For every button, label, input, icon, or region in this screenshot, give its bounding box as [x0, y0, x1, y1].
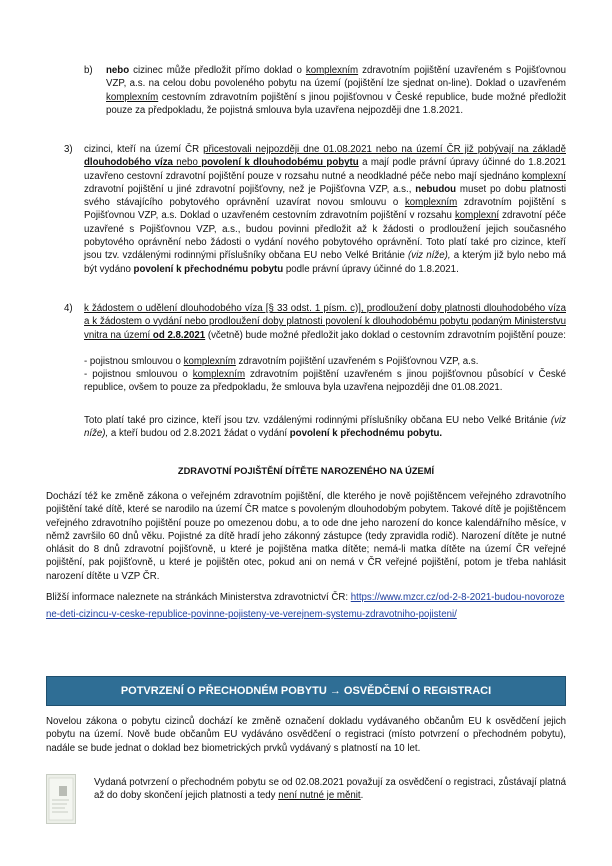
registration-note: Vydaná potvrzení o přechodném pobytu se od 02.08.2021 považují za osvědčení o registraci, zůstávají platná až do doby skončení jejich platnosti a tedy není nutné je měnit. [94, 777, 566, 802]
item-b-emph: nebo [106, 65, 130, 76]
item-3-paragraph: cizinci, kteří na území ČR přicestovali nejpozději dne 01.08.2021 nebo na území ČR již pobývají na základě dlouhodobého víza nebo povolení k dlouhodobému pobytu a mají podle právní úpravy účinné do 1.8.2021 uzavřeno cestovní zdravotní pojištění pouze v rozsahu nutné a neodkladné péče nebo mají sjednáno komplexní zdravotní pojištění u jiné zdravotní pojišťovny, než je Pojišťovna VZP, a.s., nebudou muset po dobu platnosti svého stávajícího pobytového oprávnění uzavírat novou smlouvu o komplexním zdravotním pojištění s Pojišťovnou VZP, a.s. Doklad o uzavřeném cestovním zdravotním pojištění v rozsahu komplexní zdravotní péče uzavřené s Pojišťovnou VZP, a.s., budou povinni předložit až k žádosti o prodloužení jejich současného pobytového oprávnění nebo žádosti o vydání nového pobytového oprávnění. Toto platí také pro cizince, kteří jsou tzv. vzdálenými rodinnými příslušníky občana EU nebo Velké Británie (viz níže), a kterým již bylo nebo má být vydáno povolení k přechodnému pobytu podle právní úpravy účinné do 1.8.2021. [84, 144, 566, 275]
mzcr-link[interactable]: https://www.mzcr.cz/od-2-8-2021-budou-novorozene-deti-cizincu-v-ceske-republice-povinne-pojisteny-ve-verejnem-systemu-zdravotniho-pojisteni/ [46, 592, 565, 620]
item-b-paragraph: nebo cizinec může předložit přímo doklad o komplexním zdravotním pojištění uzavřeném s Pojišťovnou VZP, a.s. na celou dobu povoleného pobytu na území (pojištění lze sjednat on-line). Doklad o uzavřeném komplexním cestovním zdravotním pojištění s jinou pojišťovnou v České republice, bude možné předložit pouze za předpokladu, že pojistná smlouva byla uzavřena nejpozději dne 1.8.2021. [106, 65, 566, 116]
item-4-option-2: - pojistnou smlouvou o komplexním zdravotním pojištění uzavřeném s jinou pojišťovnou působící v České republice, ovšem to pouze za předpokladu, že smlouva byla uzavřena nejpozději dne 01.08.2021. [84, 369, 566, 394]
item-4-paragraph: k žádostem o udělení dlouhodobého víza [§ 33 odst. 1 písm. c)], prodloužení doby platnosti dlouhodobého víza a k žádostem o vydání nebo prodloužení doby platnosti povolení k dlouhodobému pobytu podaným Ministerstvu vnitra na území od 2.8.2021 (včetně) bude možné předložit jako doklad o cestovním zdravotním pojištění pouze: [84, 303, 566, 341]
item-4-option-1: - pojistnou smlouvou o komplexním zdravotním pojištění uzavřeném s Pojišťovnou VZP, a.s. [84, 356, 479, 367]
item-3-label: 3) [64, 144, 73, 155]
newborn-heading: ZDRAVOTNÍ POJIŠTĚNÍ DÍTĚTE NAROZENÉHO NA ÚZEMÍ [177, 466, 435, 476]
newborn-paragraph: Dochází též ke změně zákona o veřejném zdravotním pojištění, dle kterého je nově pojištěncem veřejného zdravotního pojištění také dítě, které se narodilo na území ČR matce s povoleným dlouhodobým pobytem. Takové dítě je pojištěncem veřejného zdravotního pojištění pouze po omezenou dobu, a to ode dne jeho narození do konce kalendářního měsíce, v němž završilo 60 dnů věku. Pojistné za dítě hradí jeho zákonný zástupce (tedy zpravidla rodič). Narození dítěte je nutné ohlásit do 8 dnů zdravotní pojišťovně, u které je pojištěna matka dítěte; nemá-li matka dítěte na území ČR veřejné pojištění, pak pojišťovně, u které je pojištěn otec, pokud ani on nemá v ČR veřejné pojištění, potom je třeba nahlásit narození dítěte u VZP ČR. [46, 491, 566, 582]
item-b-label: b) [84, 65, 93, 76]
newborn-more-info: Bližší informace naleznete na stránkách Ministerstva zdravotnictví ČR: https://www.mzcr.cz/od-2-8-2021-budou-novorozene-deti-cizincu-v-ceske-republice-povinne-pojisteny-ve-verejnem-systemu-zdravotniho-pojisteni/ [46, 592, 565, 620]
item-4-note: Toto platí také pro cizince, kteří jsou tzv. vzdálenými rodinnými příslušníky občana EU nebo Velké Británie (viz níže), a kteří budou od 2.8.2021 žádat o vydání povolení k přechodnému pobytu. [84, 415, 566, 440]
banner-title: POTVRZENÍ O PŘECHODNÉM POBYTU → OSVĚDČENÍ O REGISTRACI [120, 685, 492, 697]
certificate-document-icon [46, 774, 76, 824]
registration-paragraph: Novelou zákona o pobytu cizinců dochází ke změně označení dokladu vydávaného občanům EU k osvědčení jejich pobytu na území. Nově bude občanům EU vydáváno osvědčení o registraci (místo potvrzení o přechodném pobytu), nadále se bude jednat o doklad bez biometrických prvků vydávaný s platností na 10 let. [46, 716, 566, 754]
item-4-label: 4) [64, 303, 73, 314]
section-banner [46, 676, 566, 706]
